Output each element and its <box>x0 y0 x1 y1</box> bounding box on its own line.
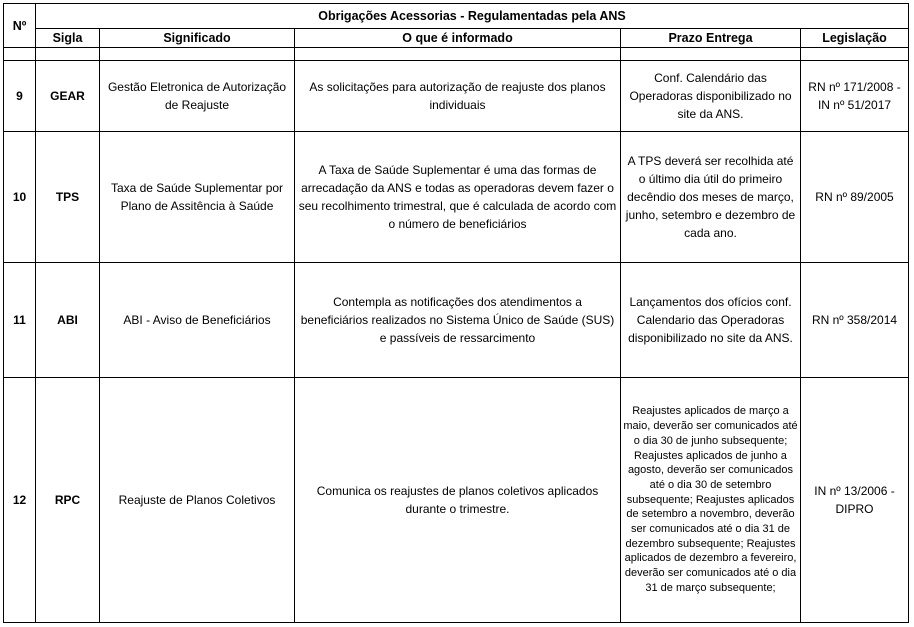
number-header: Nº <box>4 4 36 48</box>
row-prazo: Conf. Calendário das Operadoras disponibilizado no site da ANS. <box>621 61 801 132</box>
obligations-table <box>3 3 909 623</box>
row-legislacao: IN nº 13/2006 - DIPRO <box>801 378 909 623</box>
column-header-prazo: Prazo Entrega <box>621 29 801 48</box>
row-significado: Reajuste de Planos Coletivos <box>100 378 295 623</box>
row-prazo: A TPS deverá ser recolhida até o último dia útil do primeiro decêndio dos meses de março, junho, setembro e dezembro de cada ano. <box>621 132 801 263</box>
row-legislacao: RN nº 171/2008 - IN nº 51/2017 <box>801 61 909 132</box>
row-prazo: Reajustes aplicados de março a maio, deverão ser comunicados até o dia 30 de junho subsequente; Reajustes aplicados de junho a agosto, deverão ser comunicados até o dia 30 de setembro subsequente; Reajustes aplicados de setembro a novembro, deverão ser comunicados até o dia 31 de dezembro subsequente; Reajustes aplicados de dezembro a fevereiro, deverão ser comunicados até o dia 31 de março subsequente; <box>621 378 801 623</box>
column-header-legislacao: Legislação <box>801 29 909 48</box>
row-number: 10 <box>4 132 36 263</box>
row-informado: Contempla as notificações dos atendimentos a beneficiários realizados no Sistema Único de Saúde (SUS) e passíveis de ressarcimento <box>295 263 621 378</box>
row-significado: ABI - Aviso de Beneficiários <box>100 263 295 378</box>
row-sigla: ABI <box>36 263 100 378</box>
table-title: Obrigações Acessorias - Regulamentadas pela ANS <box>36 4 909 29</box>
row-number: 11 <box>4 263 36 378</box>
row-legislacao: RN nº 358/2014 <box>801 263 909 378</box>
column-header-informado: O que é informado <box>295 29 621 48</box>
row-legislacao: RN nº 89/2005 <box>801 132 909 263</box>
row-number: 9 <box>4 61 36 132</box>
row-informado: A Taxa de Saúde Suplementar é uma das formas de arrecadação da ANS e todas as operadoras devem fazer o seu recolhimento trimestral, que é calculada de acordo com o número de beneficiários <box>295 132 621 263</box>
table-row <box>4 378 909 623</box>
row-sigla: TPS <box>36 132 100 263</box>
table-row <box>4 263 909 378</box>
row-prazo: Lançamentos dos ofícios conf. Calendario das Operadoras disponibilizado no site da ANS. <box>621 263 801 378</box>
row-significado: Gestão Eletronica de Autorização de Reajuste <box>100 61 295 132</box>
row-informado: As solicitações para autorização de reajuste dos planos individuais <box>295 61 621 132</box>
table-row <box>4 132 909 263</box>
row-informado: Comunica os reajustes de planos coletivos aplicados durante o trimestre. <box>295 378 621 623</box>
row-significado: Taxa de Saúde Suplementar por Plano de Assitência à Saúde <box>100 132 295 263</box>
row-number: 12 <box>4 378 36 623</box>
spacer-row <box>4 48 909 61</box>
row-sigla: GEAR <box>36 61 100 132</box>
row-sigla: RPC <box>36 378 100 623</box>
column-header-sigla: Sigla <box>36 29 100 48</box>
table-row <box>4 61 909 132</box>
column-header-significado: Significado <box>100 29 295 48</box>
